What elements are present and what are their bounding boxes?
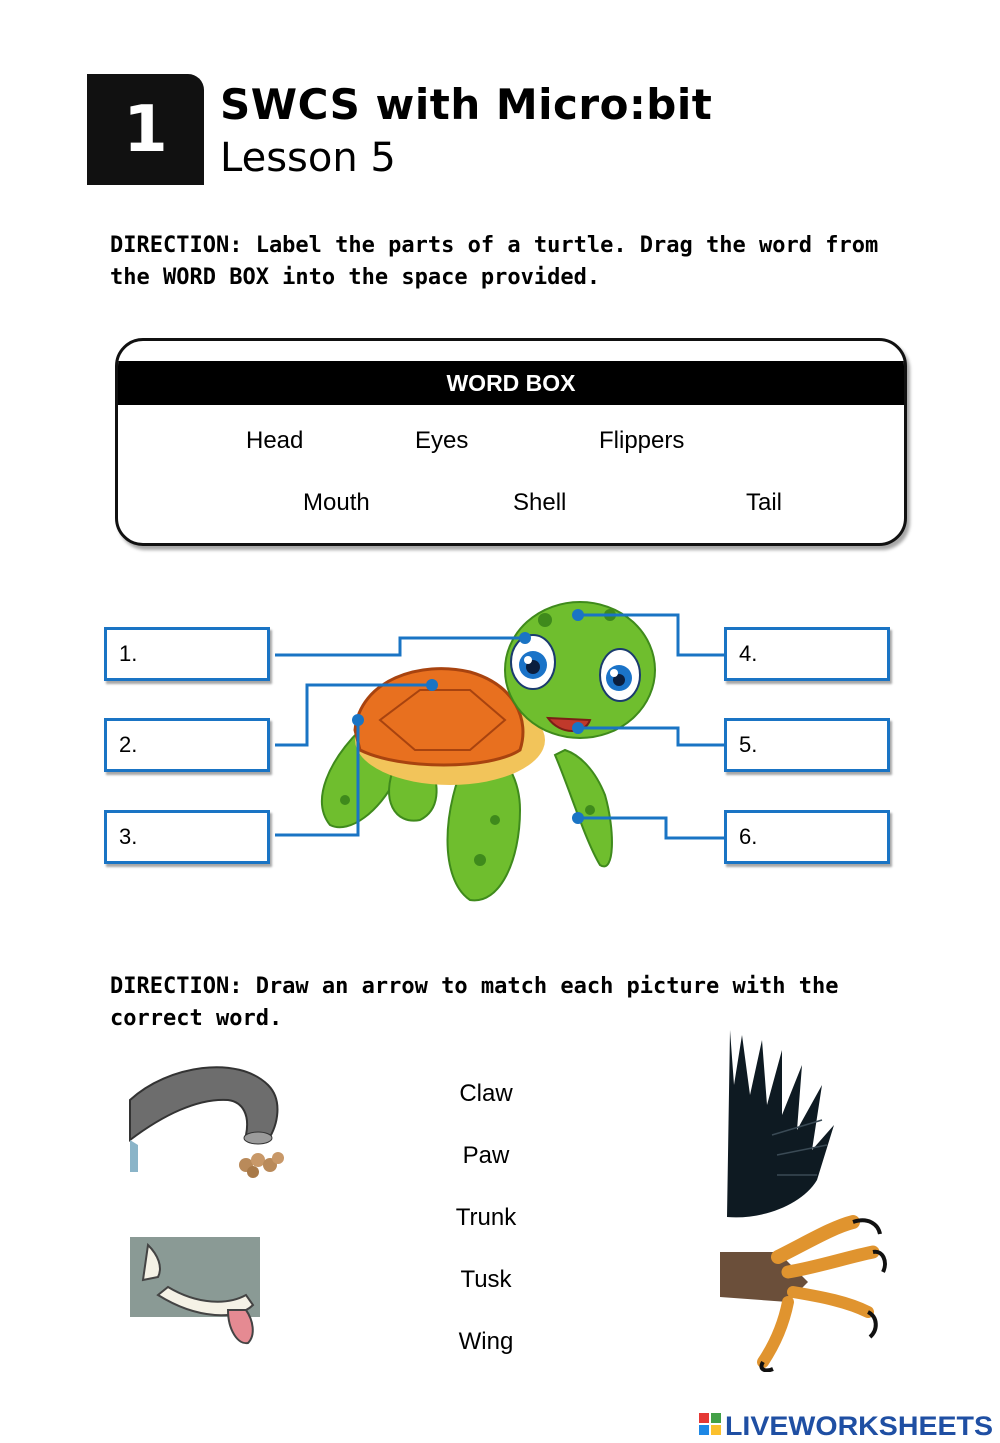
drop-box-2[interactable] [104, 718, 270, 772]
draggable-word-mouth[interactable]: Mouth [303, 489, 370, 516]
draggable-word-tail[interactable]: Tail [746, 489, 783, 516]
page-title: SWCS with Micro:bit [220, 80, 713, 129]
elephant-trunk-picture[interactable] [128, 1060, 288, 1185]
draggable-word-shell[interactable]: Shell [513, 489, 567, 516]
direction-line: DIRECTION: Label the parts of a turtle. Drag the word from [110, 233, 879, 258]
match-word-claw[interactable]: Claw [459, 1080, 513, 1107]
drop-box-6[interactable] [724, 810, 890, 864]
draggable-word-flippers[interactable]: Flippers [599, 427, 685, 454]
bird-wing-picture[interactable] [722, 1025, 840, 1220]
match-word-tusk[interactable]: Tusk [460, 1266, 512, 1293]
drop-box-number: 5. [739, 732, 758, 757]
drop-box-number: 2. [119, 732, 138, 757]
match-word-paw[interactable]: Paw [462, 1142, 510, 1169]
drop-box-number: 3. [119, 824, 138, 849]
direction-line: correct word. [110, 1006, 283, 1031]
draggable-word-eyes[interactable]: Eyes [415, 427, 469, 454]
word-box-title: WORD BOX [118, 361, 904, 405]
svg-text:LIVEWORKSHEETS: LIVEWORKSHEETS [725, 1411, 993, 1441]
lesson-number: 1 [123, 92, 168, 167]
liveworksheets-logo [697, 1407, 997, 1441]
lesson-number-badge [87, 74, 204, 185]
match-word-wing[interactable]: Wing [458, 1328, 514, 1355]
drop-box-1[interactable] [104, 627, 270, 681]
elephant-tusk-picture[interactable] [128, 1235, 263, 1350]
drop-box-3[interactable] [104, 810, 270, 864]
page-subtitle: Lesson 5 [220, 135, 396, 181]
drop-box-number: 1. [119, 641, 138, 666]
turtle-illustration [322, 602, 655, 900]
word-box [115, 338, 907, 546]
draggable-word-head[interactable]: Head [246, 427, 304, 454]
bird-claw-picture[interactable] [718, 1212, 890, 1372]
direction-line: the WORD BOX into the space provided. [110, 265, 601, 290]
direction-line: DIRECTION: Draw an arrow to match each picture with the [110, 974, 839, 999]
match-word-trunk[interactable]: Trunk [455, 1204, 517, 1231]
direction-label-turtle [110, 230, 910, 294]
drop-box-number: 4. [739, 641, 758, 666]
drop-box-5[interactable] [724, 718, 890, 772]
drop-box-number: 6. [739, 824, 758, 849]
drop-box-4[interactable] [724, 627, 890, 681]
